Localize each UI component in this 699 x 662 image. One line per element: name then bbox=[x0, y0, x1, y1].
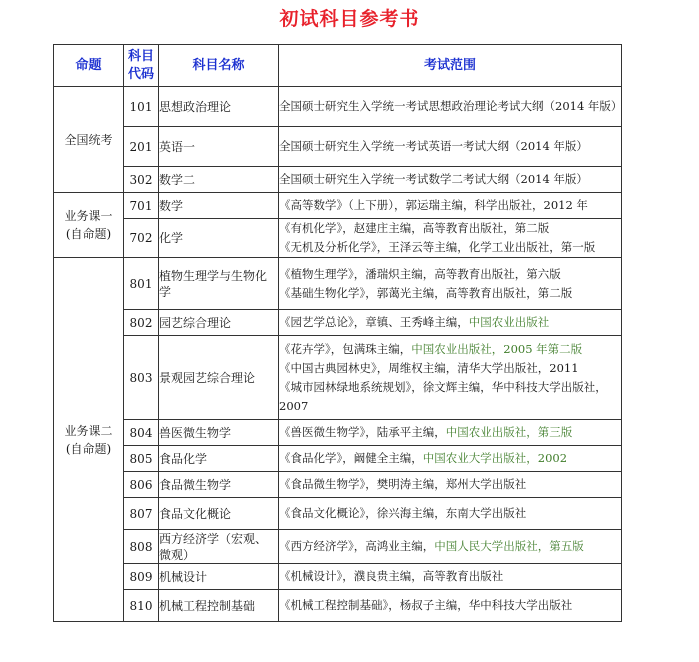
table-row bbox=[54, 127, 622, 167]
exam-scope bbox=[279, 420, 622, 446]
exam-scope bbox=[279, 530, 622, 564]
reference-book bbox=[279, 97, 621, 116]
table-row bbox=[54, 420, 622, 446]
subject-name: 食品文化概论 bbox=[159, 498, 279, 530]
reference-book bbox=[279, 170, 621, 189]
table-row bbox=[54, 193, 622, 219]
reference-book bbox=[279, 313, 621, 332]
reference-text: 《兽医微生物学》，陆承平主编， bbox=[279, 425, 446, 439]
reference-text: 《食品化学》，阚健全主编， bbox=[279, 451, 423, 465]
reference-text: 《中国古典园林史》，周维权主编，清华大学出版社，2011 bbox=[279, 360, 579, 375]
reference-book bbox=[279, 475, 621, 494]
group-label-line1: 全国统考 bbox=[64, 132, 113, 147]
table-row bbox=[54, 590, 622, 622]
table-row bbox=[54, 564, 622, 590]
exam-scope bbox=[279, 564, 622, 590]
subject-code: 807 bbox=[124, 498, 159, 530]
subject-name: 思想政治理论 bbox=[159, 87, 279, 127]
reference-book-table bbox=[53, 44, 622, 622]
reference-text: 全国硕士研究生入学统一考试数学二考试大纲（2014 年版） bbox=[279, 172, 588, 186]
group-label-line1: 业务课一 bbox=[64, 209, 113, 223]
table-row bbox=[54, 87, 622, 127]
reference-book bbox=[279, 596, 621, 615]
reference-publisher: 中国农业出版社，2005 年第二版 bbox=[411, 341, 583, 356]
table-row bbox=[54, 167, 622, 193]
reference-text: 全国硕士研究生入学统一考试思想政治理论考试大纲（2014 年版） bbox=[279, 99, 623, 113]
reference-book bbox=[279, 196, 621, 215]
reference-text: 《高等数学》（上下册），郭运瑞主编，科学出版社，2012 年 bbox=[279, 198, 588, 212]
reference-publisher: 中国人民大学出版社，第五版 bbox=[434, 539, 584, 553]
subject-code: 804 bbox=[124, 420, 159, 446]
subject-name: 数学 bbox=[159, 193, 279, 219]
header-exam-scope: 考试范围 bbox=[279, 45, 622, 87]
subject-code: 806 bbox=[124, 472, 159, 498]
table-row bbox=[54, 472, 622, 498]
subject-name: 兽医微生物学 bbox=[159, 420, 279, 446]
reference-book bbox=[279, 219, 621, 238]
subject-code: 101 bbox=[124, 87, 159, 127]
reference-book bbox=[279, 238, 621, 257]
table-row bbox=[54, 498, 622, 530]
reference-publisher: 中国农业出版社，第三版 bbox=[445, 425, 573, 439]
table-row bbox=[54, 336, 622, 420]
reference-book bbox=[279, 137, 621, 156]
header-subject-name: 科目名称 bbox=[159, 45, 279, 87]
reference-publisher: 中国农业出版社 bbox=[468, 315, 550, 329]
group-label bbox=[54, 87, 124, 193]
subject-name: 机械设计 bbox=[159, 564, 279, 590]
subject-code: 810 bbox=[124, 590, 159, 622]
header-row bbox=[54, 45, 622, 87]
reference-publisher: 中国农业大学出版社，2002 bbox=[422, 451, 568, 465]
reference-book bbox=[279, 284, 621, 303]
subject-code: 302 bbox=[124, 167, 159, 193]
group-label-line1: 业务课二 bbox=[64, 423, 113, 438]
subject-code: 808 bbox=[124, 530, 159, 564]
exam-scope bbox=[279, 193, 622, 219]
header-code bbox=[124, 45, 159, 87]
reference-book bbox=[279, 423, 621, 442]
reference-book bbox=[279, 340, 621, 359]
subject-name: 机械工程控制基础 bbox=[159, 590, 279, 622]
reference-text: 《基础生物化学》，郭蔼光主编，高等教育出版社，第二版 bbox=[279, 285, 573, 300]
reference-text: 《食品文化概论》，徐兴海主编，东南大学出版社 bbox=[279, 506, 527, 520]
subject-name: 数学二 bbox=[159, 167, 279, 193]
header-topic: 命题 bbox=[54, 45, 124, 87]
reference-text: 全国硕士研究生入学统一考试英语一考试大纲（2014 年版） bbox=[279, 139, 588, 153]
reference-text: 《西方经济学》，高鸿业主编， bbox=[279, 539, 435, 553]
subject-code: 802 bbox=[124, 310, 159, 336]
subject-code: 809 bbox=[124, 564, 159, 590]
subject-name: 英语一 bbox=[159, 127, 279, 167]
reference-text: 《机械工程控制基础》，杨叔子主编，华中科技大学出版社 bbox=[279, 598, 573, 612]
subject-code: 803 bbox=[124, 336, 159, 420]
exam-scope bbox=[279, 87, 622, 127]
exam-scope bbox=[279, 498, 622, 530]
reference-text: 《城市园林绿地系统规划》，徐文辉主编，华中科技大学出版社，2007 bbox=[279, 379, 607, 413]
subject-code: 805 bbox=[124, 446, 159, 472]
table-row bbox=[54, 310, 622, 336]
reference-text: 《花卉学》，包满珠主编， bbox=[279, 341, 412, 356]
reference-text: 《植物生理学》，潘瑞炽主编，高等教育出版社，第六版 bbox=[279, 266, 561, 281]
reference-book bbox=[279, 449, 621, 468]
subject-name: 西方经济学（宏观、微观） bbox=[159, 530, 279, 564]
header-code-line1: 科目 bbox=[127, 48, 154, 64]
page-title: 初试科目参考书 bbox=[279, 8, 420, 30]
subject-code: 201 bbox=[124, 127, 159, 167]
subject-name: 化学 bbox=[159, 219, 279, 258]
reference-book bbox=[279, 567, 621, 586]
reference-book bbox=[279, 504, 621, 523]
exam-scope bbox=[279, 167, 622, 193]
reference-text: 《园艺学总论》，章镇、王秀峰主编， bbox=[279, 315, 469, 329]
subject-name: 园艺综合理论 bbox=[159, 310, 279, 336]
reference-book bbox=[279, 359, 621, 378]
subject-name: 植物生理学与生物化学 bbox=[159, 258, 279, 310]
group-label bbox=[54, 258, 124, 622]
subject-name: 食品微生物学 bbox=[159, 472, 279, 498]
table-row bbox=[54, 258, 622, 310]
exam-scope bbox=[279, 310, 622, 336]
group-label bbox=[54, 193, 124, 258]
group-label-line2: (自命题) bbox=[65, 227, 112, 241]
exam-scope bbox=[279, 472, 622, 498]
header-code-line2: 代码 bbox=[127, 66, 154, 82]
reference-text: 《有机化学》，赵建庄主编，高等教育出版社，第二版 bbox=[279, 221, 550, 235]
reference-text: 《机械设计》，濮良贵主编，高等教育出版社 bbox=[279, 569, 504, 583]
reference-text: 《食品微生物学》，樊明涛主编，郑州大学出版社 bbox=[279, 477, 527, 491]
exam-scope bbox=[279, 258, 622, 310]
exam-scope bbox=[279, 219, 622, 258]
exam-scope bbox=[279, 446, 622, 472]
subject-name: 景观园艺综合理论 bbox=[159, 336, 279, 420]
table-row bbox=[54, 219, 622, 258]
subject-code: 701 bbox=[124, 193, 159, 219]
reference-text: 《无机及分析化学》，王泽云等主编，化学工业出版社，第一版 bbox=[279, 240, 596, 254]
reference-book bbox=[279, 537, 621, 556]
table-row bbox=[54, 446, 622, 472]
exam-scope bbox=[279, 590, 622, 622]
subject-name: 食品化学 bbox=[159, 446, 279, 472]
reference-book bbox=[279, 378, 621, 416]
subject-code: 801 bbox=[124, 258, 159, 310]
exam-scope bbox=[279, 127, 622, 167]
subject-code: 702 bbox=[124, 219, 159, 258]
group-label-line2: (自命题) bbox=[65, 441, 112, 456]
table-row bbox=[54, 530, 622, 564]
exam-scope bbox=[279, 336, 622, 420]
reference-book bbox=[279, 265, 621, 284]
